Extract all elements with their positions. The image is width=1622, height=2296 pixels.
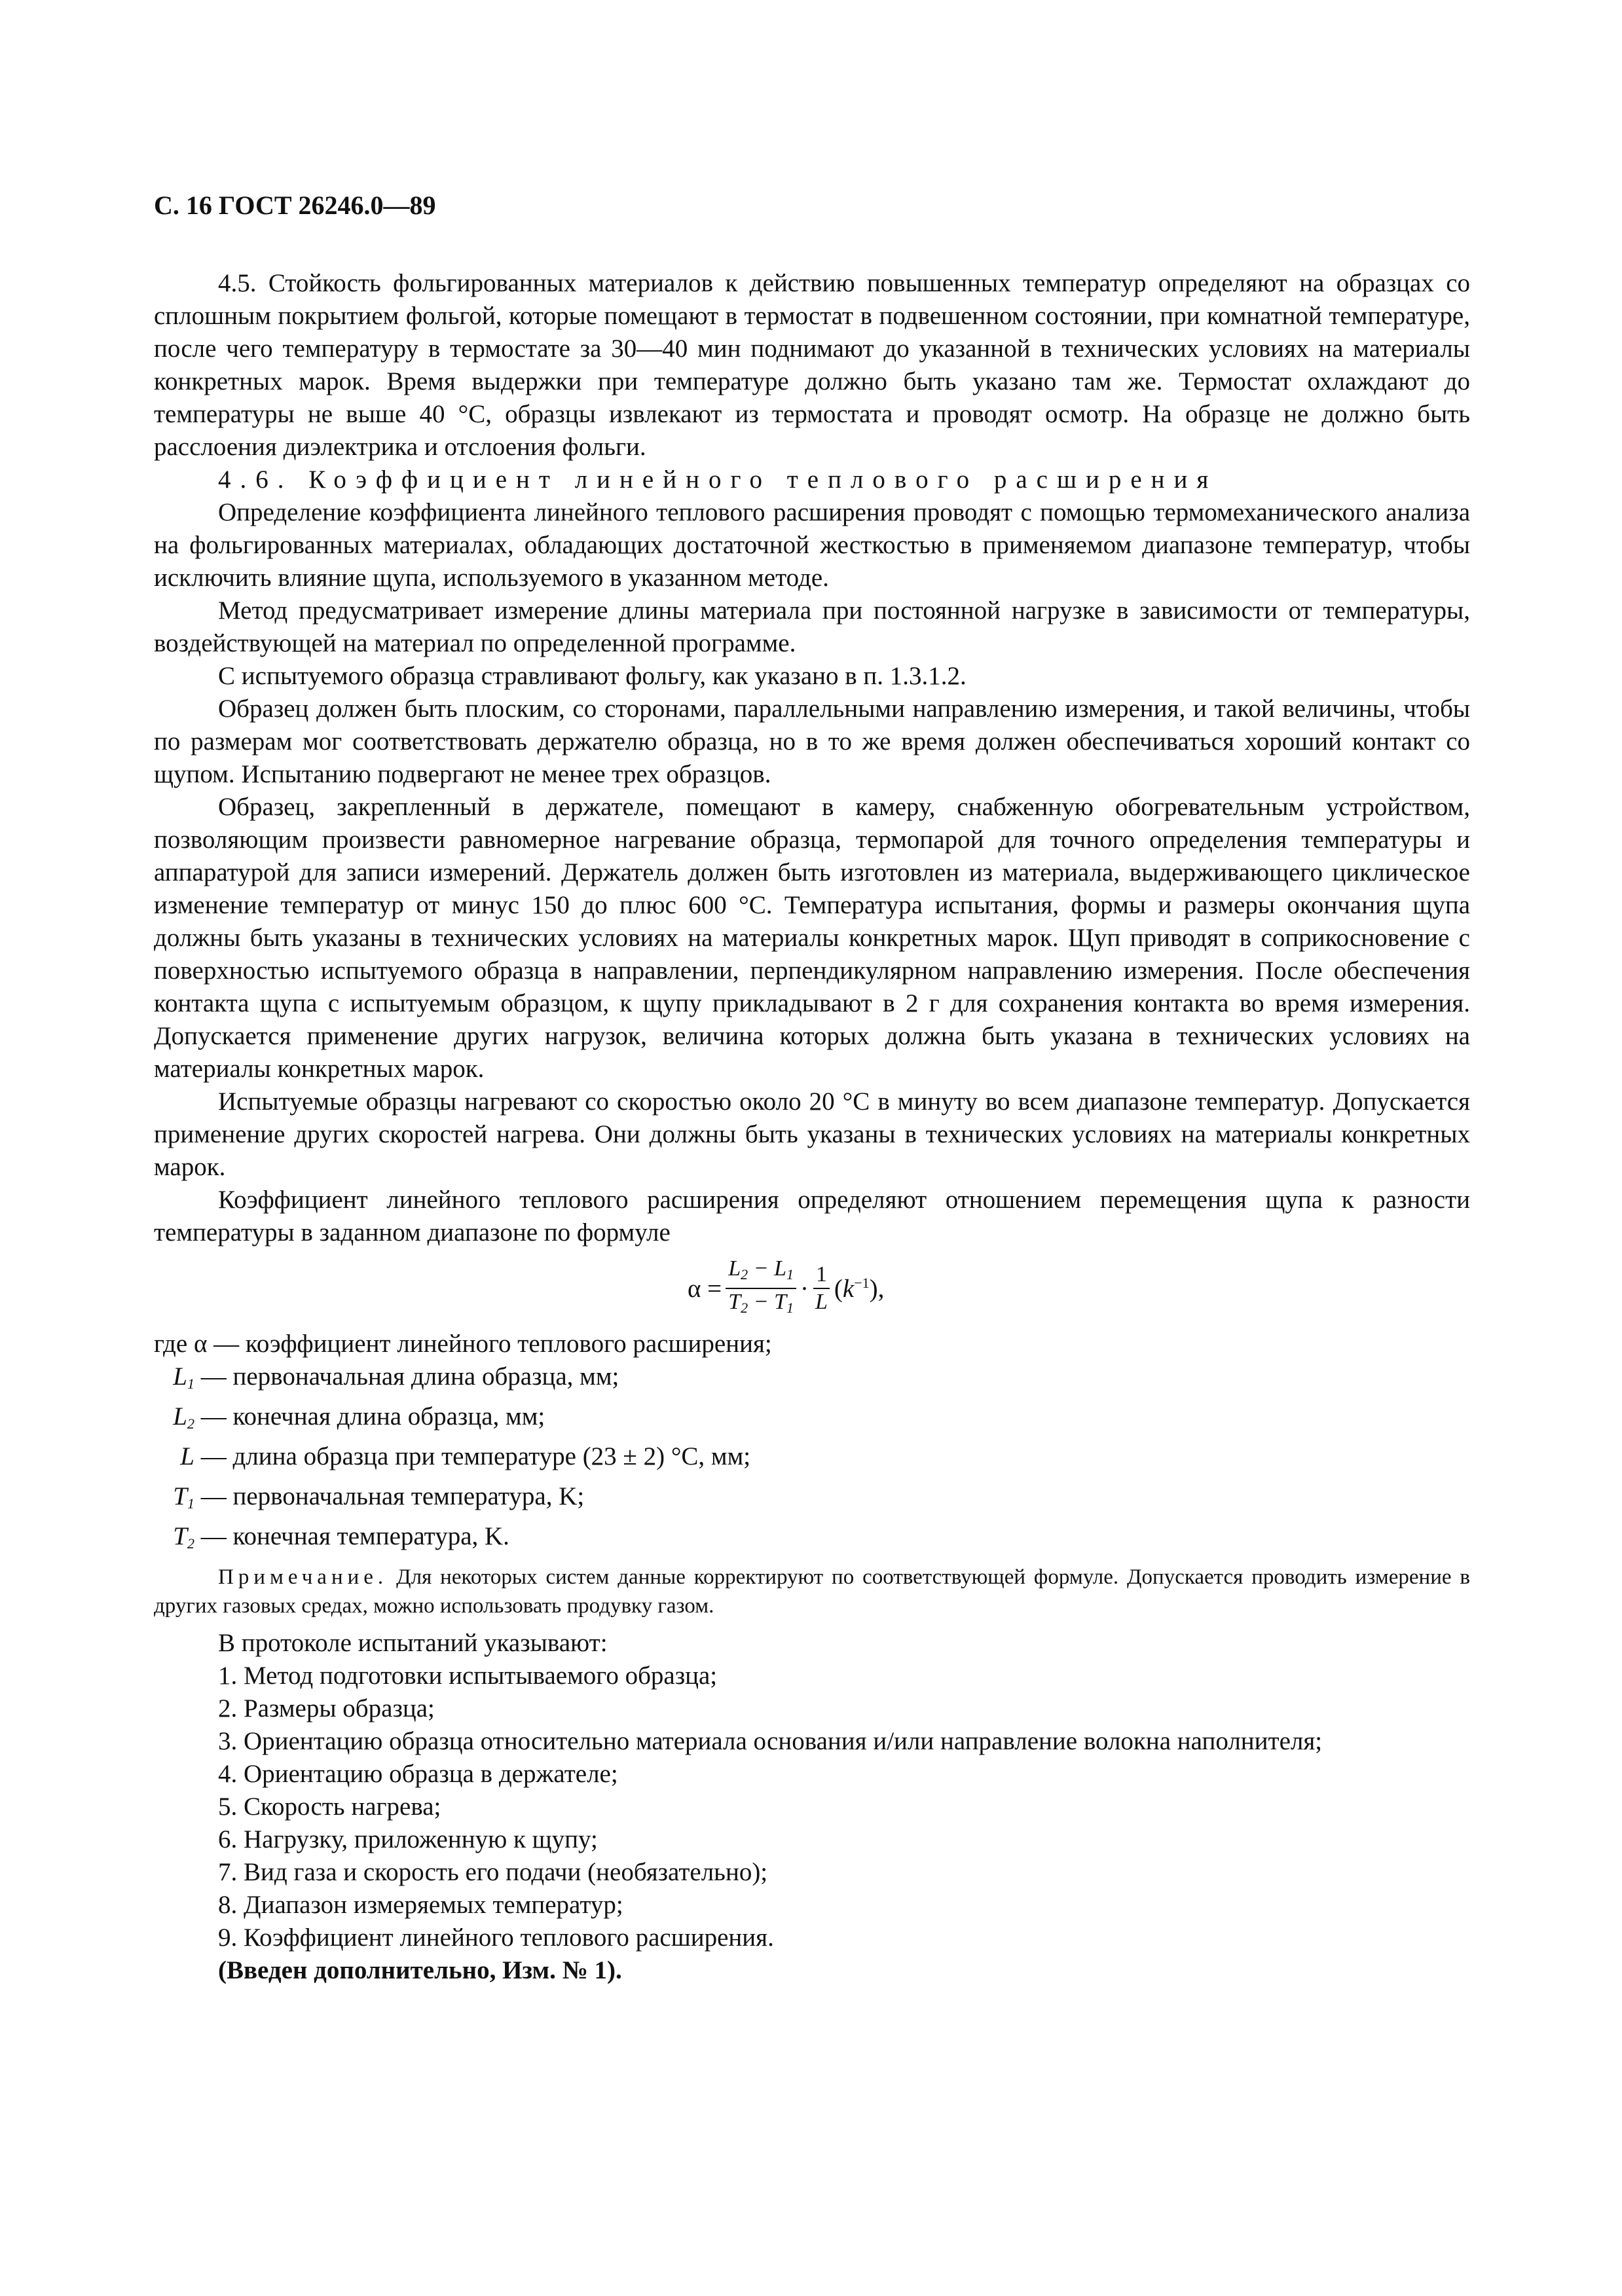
document-page xyxy=(154,190,1470,1987)
protocol-item: 1. Метод подготовки испытываемого образца; xyxy=(218,1662,718,1690)
paragraph-4-5: 4.5. Стойкость фольгированных материалов к действию повышенных температур определяют на образцах со сплошным покрытием фольгой, которые помещают в термостат в подвешенном состоянии, при комнатной температуре, после чего температуру в термостате за 30—40 мин поднимают до указанной в технических условиях на материалы конкретных марок. Время выдержки при температуре должно быть указано там же. Термостат охлаждают до температуры не выше 40 °С, образцы извлекают из термостата и проводят осмотр. На образце не должно быть расслоения диэлектрика и отслоения фольги. xyxy=(154,269,1470,461)
amendment-note: (Введен дополнительно, Изм. № 1). xyxy=(218,1956,622,1984)
legend-intro: где α — коэффициент линейного теплового расширения; xyxy=(154,1330,772,1358)
formula-denominator: $T_2 - T_1$ xyxy=(728,1290,794,1316)
protocol-item: 2. Размеры образца; xyxy=(218,1694,435,1722)
legend-row: $L_1$ — первоначальная длина образца, мм; xyxy=(173,1362,619,1392)
legend-row: $T_2$ — конечная температура, K. xyxy=(173,1522,509,1552)
formula xyxy=(154,1249,1470,1328)
protocol-item: 7. Вид газа и скорость его подачи (необязательно); xyxy=(218,1858,768,1886)
legend-row: L — длина образца при температуре (23 ± 2) °С, мм; xyxy=(180,1442,751,1470)
protocol-intro: В протоколе испытаний указывают: xyxy=(218,1629,608,1657)
formula-lhs: α = xyxy=(688,1274,722,1303)
protocol-item: 3. Ориентацию образца относительно материала основания и/или направление волокна наполнителя; xyxy=(218,1727,1323,1755)
paragraph: Метод предусматривает измерение длины материала при постоянной нагрузке в зависимости от температуры, воздействующей на материал по определенной программе. xyxy=(154,596,1470,657)
section-heading-4-6: 4.6. Коэффициент линейного теплового расширения xyxy=(218,465,1218,494)
note-text: Для некоторых систем данные корректируют по соответствующей формуле. Допускается проводить измерение в других газовых средах, можно использовать продувку газом. xyxy=(154,1565,1470,1618)
paragraph: Образец, закрепленный в держателе, помещают в камеру, снабженную обогревательным устройством, позволяющим произвести равномерное нагревание образца, термопарой для точного определения температуры и аппаратурой для записи измерений. Держатель должен быть изготовлен из материала, выдерживающего циклическое изменение температур от минус 150 до плюс 600 °С. Температура испытания, формы и размеры окончания щупа должны быть указаны в технических условиях на материалы конкретных марок. Щуп приводят в соприкосновение с поверхностью испытуемого образца в направлении, перпендикулярном направлению измерения. После обеспечения контакта щупа с испытуемым образцом, к щупу прикладывают в 2 г для сохранения контакта во время измерения. Допускается применение других нагрузок, величина которых должна быть указана в технических условиях на материалы конкретных марок. xyxy=(154,793,1470,1083)
protocol-item: 8. Диапазон измеряемых температур; xyxy=(218,1891,623,1919)
protocol-item: 9. Коэффициент линейного теплового расширения. xyxy=(218,1923,774,1952)
formula-numerator: $L_2 - L_1$ xyxy=(726,1256,796,1289)
protocol-item: 6. Нагрузку, приложенную к щупу; xyxy=(218,1825,598,1853)
formula-unit: $(k^{-1})$, xyxy=(834,1274,885,1303)
formula-fraction-reciprocal: $\frac{1}{L}$ xyxy=(813,1262,830,1315)
protocol-item: 4. Ориентацию образца в держателе; xyxy=(218,1760,618,1788)
paragraph: Коэффициент линейного теплового расширения определяют отношением перемещения щупа к разности температуры в заданном диапазоне по формуле xyxy=(154,1186,1470,1247)
page-header: С. 16 ГОСТ 26246.0—89 xyxy=(154,191,436,220)
formula-legend xyxy=(154,1328,1470,1560)
note-label: Примечание. xyxy=(218,1565,388,1589)
legend-row: $L_2$ — конечная длина образца, мм; xyxy=(173,1402,545,1432)
formula-fraction-main xyxy=(726,1256,796,1321)
legend-row: $T_1$ — первоначальная температура, K; xyxy=(173,1482,585,1512)
paragraph: С испытуемого образца стравливают фольгу, как указано в п. 1.3.1.2. xyxy=(218,662,967,690)
paragraph: Испытуемые образцы нагревают со скоростью около 20 °С в минуту во всем диапазоне температур. Допускается применение других скоростей нагрева. Они должны быть указаны в технических условиях на материалы конкретных марок. xyxy=(154,1087,1470,1181)
formula-dot: · xyxy=(800,1274,809,1303)
paragraph: Образец должен быть плоским, со сторонами, параллельными направлению измерения, и такой величины, чтобы по размерам мог соответствовать держателю образца, но в то же время должен обеспечиваться хороший контакт со щупом. Испытанию подвергают не менее трех образцов. xyxy=(154,695,1470,788)
protocol-item: 5. Скорость нагрева; xyxy=(218,1793,441,1821)
note xyxy=(154,1563,1470,1620)
paragraph: Определение коэффициента линейного теплового расширения проводят с помощью термомеханического анализа на фольгированных материалах, обладающих достаточной жесткостью в применяемом диапазоне температур, чтобы исключить влияние щупа, используемого в указанном методе. xyxy=(154,498,1470,592)
